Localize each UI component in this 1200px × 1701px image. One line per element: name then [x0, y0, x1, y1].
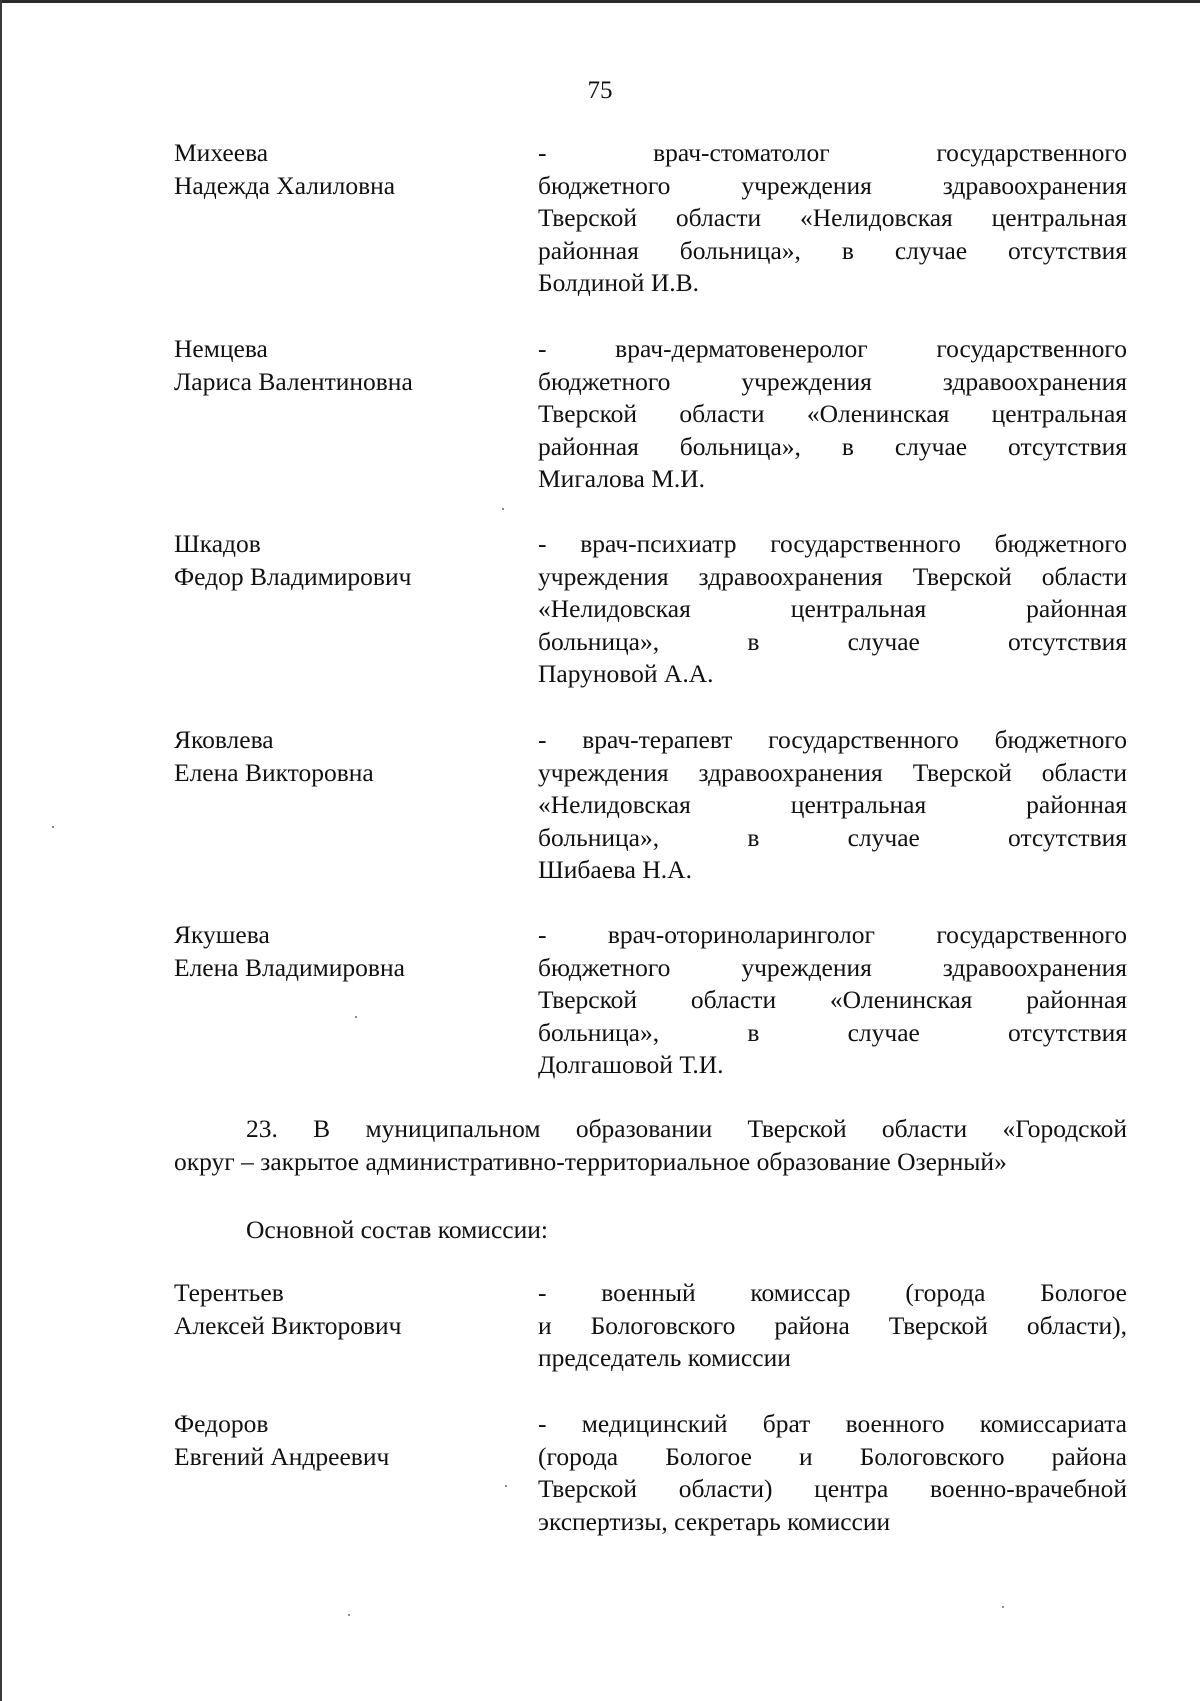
- section-line: округ – закрытое административно-территориальное образование Озерный»: [174, 1146, 1007, 1176]
- member-surname: Федоров: [174, 1409, 269, 1438]
- role-line: больница», в случае отсутствия: [538, 822, 1127, 852]
- role-line: Паруновой А.А.: [538, 659, 714, 689]
- member-given-name: Надежда Халиловна: [174, 170, 396, 200]
- member-name: [174, 137, 514, 202]
- role-line: Тверской области «Оленинская районная: [538, 985, 1127, 1015]
- role-line: - врач-терапевт государственного бюджетного: [538, 725, 1127, 754]
- scan-speck: [348, 1614, 350, 1616]
- section-line: 23. В муниципальном образовании Тверской области «Городской: [246, 1114, 1127, 1143]
- role-line: - военный комиссар (города Бологое: [538, 1278, 1127, 1307]
- role-line: Долгашовой Т.И.: [538, 1050, 724, 1080]
- member-surname: Яковлева: [174, 725, 274, 754]
- role-line: районная больница», в случае отсутствия: [538, 235, 1127, 265]
- role-line: районная больница», в случае отсутствия: [538, 431, 1127, 461]
- member-given-name: Елена Владимировна: [174, 952, 405, 982]
- role-line: Тверской области «Нелидовская центральная: [538, 203, 1127, 233]
- role-line: - врач-дерматовенеролог государственного: [538, 334, 1127, 363]
- role-line: учреждения здравоохранения Тверской области: [538, 757, 1127, 787]
- page-number: 75: [587, 77, 613, 104]
- member-name: [174, 919, 514, 984]
- member-role: [538, 528, 1127, 691]
- scan-speck: [1002, 1606, 1004, 1608]
- member-name: [174, 1408, 514, 1473]
- member-role: [538, 137, 1127, 300]
- member-name: [174, 1277, 514, 1342]
- role-line: - врач-стоматолог государственного: [538, 138, 1127, 167]
- role-line: - врач-психиатр государственного бюджетного: [538, 529, 1127, 558]
- role-line: - врач-оториноларинголог государственного: [538, 920, 1127, 949]
- member-name: [174, 333, 514, 398]
- role-line: (города Бологое и Бологовского района: [538, 1441, 1127, 1471]
- role-line: бюджетного учреждения здравоохранения: [538, 170, 1127, 200]
- role-line: бюджетного учреждения здравоохранения: [538, 366, 1127, 396]
- member-given-name: Федор Владимирович: [174, 561, 412, 591]
- role-line: Болдиной И.В.: [538, 268, 699, 298]
- member-surname: Шкадов: [174, 529, 261, 558]
- member-role: [538, 724, 1127, 887]
- role-line: Тверской области) центра военно-врачебной: [538, 1474, 1127, 1504]
- role-line: «Нелидовская центральная районная: [538, 790, 1127, 820]
- member-given-name: Лариса Валентиновна: [174, 366, 413, 396]
- role-line: больница», в случае отсутствия: [538, 626, 1127, 656]
- role-line: «Нелидовская центральная районная: [538, 594, 1127, 624]
- member-surname: Терентьев: [174, 1278, 284, 1307]
- member-given-name: Елена Викторовна: [174, 757, 374, 787]
- role-line: учреждения здравоохранения Тверской области: [538, 561, 1127, 591]
- member-surname: Немцева: [174, 334, 268, 363]
- member-name: [174, 528, 514, 593]
- role-line: председатель комиссии: [538, 1343, 791, 1373]
- member-role: [538, 1408, 1127, 1538]
- member-role: [538, 333, 1127, 496]
- scan-speck: [52, 826, 54, 828]
- role-line: Тверской области «Оленинская центральная: [538, 399, 1127, 429]
- member-role: [538, 919, 1127, 1082]
- role-line: экспертизы, секретарь комиссии: [538, 1506, 891, 1536]
- composition-heading: Основной состав комиссии:: [246, 1215, 548, 1244]
- scan-speck: [502, 508, 504, 510]
- role-line: больница», в случае отсутствия: [538, 1017, 1127, 1047]
- member-name: [174, 724, 514, 789]
- role-line: и Бологовского района Тверской области),: [538, 1310, 1127, 1340]
- member-surname: Михеева: [174, 138, 269, 167]
- role-line: бюджетного учреждения здравоохранения: [538, 952, 1127, 982]
- member-surname: Якушева: [174, 920, 270, 949]
- scan-speck: [355, 1016, 357, 1018]
- role-line: Шибаева Н.А.: [538, 855, 692, 885]
- member-role: [538, 1277, 1127, 1375]
- member-given-name: Алексей Викторович: [174, 1310, 402, 1340]
- role-line: - медицинский брат военного комиссариата: [538, 1409, 1127, 1438]
- section-paragraph: [174, 1113, 1127, 1178]
- scan-speck: [505, 1485, 507, 1487]
- member-given-name: Евгений Андреевич: [174, 1441, 390, 1471]
- role-line: Мигалова М.И.: [538, 464, 706, 494]
